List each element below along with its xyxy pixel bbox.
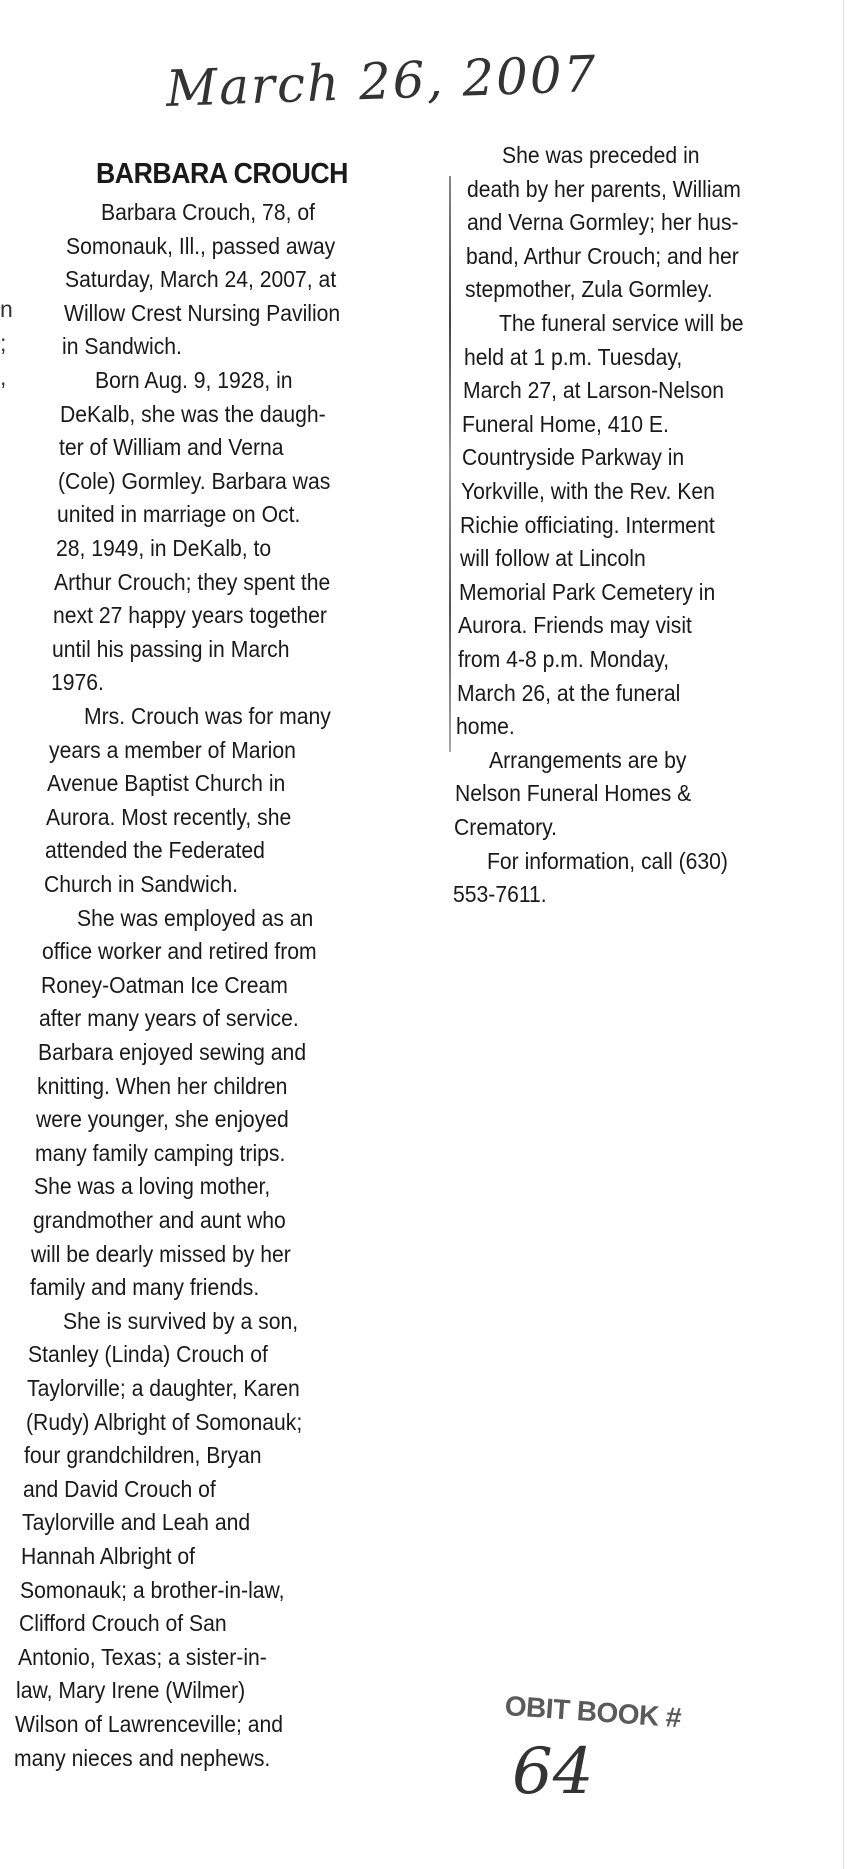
text-line: March 27, at Larson-Nelson xyxy=(463,377,725,404)
text-line: She was a loving mother, xyxy=(33,1173,270,1200)
text-line: For information, call (630) xyxy=(487,847,729,874)
text-line: Church in Sandwich. xyxy=(44,871,238,897)
text-line: law, Mary Irene (Wilmer) xyxy=(16,1677,246,1704)
text-line: grandmother and aunt who xyxy=(32,1207,286,1233)
text-line: stepmother, Zula Gormley. xyxy=(465,276,713,303)
text-line: She was preceded in xyxy=(502,142,700,168)
text-line: will follow at Lincoln xyxy=(459,545,646,572)
edge-fragment: ; xyxy=(0,330,7,356)
text-line: held at 1 p.m. Tuesday, xyxy=(463,343,683,370)
text-line: ter of William and Verna xyxy=(58,434,284,461)
text-line: Wilson of Lawrenceville; and xyxy=(15,1711,284,1737)
obit-book-number: 64 xyxy=(512,1735,594,1809)
text-line: Countryside Parkway in xyxy=(461,444,684,471)
text-line: in Sandwich. xyxy=(62,333,183,360)
text-line: (Cole) Gormley. Barbara was xyxy=(57,467,331,494)
text-line: Born Aug. 9, 1928, in xyxy=(95,367,293,393)
text-line: from 4-8 p.m. Monday, xyxy=(457,646,669,672)
text-line: home. xyxy=(456,713,515,740)
edge-fragment: , xyxy=(0,364,7,390)
text-line: until his passing in March xyxy=(52,635,290,662)
text-line: office worker and retired from xyxy=(41,938,317,965)
edge-fragment: n xyxy=(0,296,13,322)
scan-edge xyxy=(843,0,844,1869)
text-line: four grandchildren, Bryan xyxy=(24,1442,262,1469)
text-line: Aurora. Most recently, she xyxy=(46,803,292,830)
text-line: Stanley (Linda) Crouch of xyxy=(27,1341,268,1368)
text-line: united in marriage on Oct. xyxy=(56,501,300,528)
text-line: Clifford Crouch of San xyxy=(18,1610,227,1637)
text-line: Mrs. Crouch was for many xyxy=(83,703,331,729)
text-line: will be dearly missed by her xyxy=(31,1240,292,1267)
text-line: and David Crouch of xyxy=(23,1475,217,1502)
text-line: Richie officiating. Interment xyxy=(460,511,716,538)
text-line: She was employed as an xyxy=(76,904,314,931)
text-line: March 26, at the funeral xyxy=(456,679,681,706)
obituary-title: BARBARA CROUCH xyxy=(96,158,348,190)
text-line: 553-7611. xyxy=(452,881,547,908)
text-line: Taylorville and Leah and xyxy=(22,1509,251,1536)
text-line: 28, 1949, in DeKalb, to xyxy=(55,535,271,561)
text-line: years a member of Marion xyxy=(48,736,296,763)
text-line: Somonauk; a brother-in-law, xyxy=(19,1576,285,1603)
text-line: Saturday, March 24, 2007, at xyxy=(64,266,336,293)
handwritten-date: March 26, 2007 xyxy=(165,44,599,118)
text-line: Avenue Baptist Church in xyxy=(47,770,286,797)
text-line: Memorial Park Cemetery in xyxy=(458,578,716,605)
text-line: The funeral service will be xyxy=(498,310,744,336)
text-line: Willow Crest Nursing Pavilion xyxy=(63,299,340,326)
column-divider xyxy=(449,176,451,752)
text-line: DeKalb, she was the daugh- xyxy=(60,400,326,427)
text-line: family and many friends. xyxy=(30,1274,260,1301)
text-line: Barbara enjoyed sewing and xyxy=(38,1039,307,1065)
text-line: death by her parents, William xyxy=(467,175,742,202)
text-line: next 27 happy years together xyxy=(53,602,328,629)
text-line: were younger, she enjoyed xyxy=(35,1106,289,1133)
text-line: She is survived by a son, xyxy=(63,1307,299,1334)
text-line: Crematory. xyxy=(454,814,558,840)
text-line: Nelson Funeral Homes & xyxy=(454,780,691,807)
text-line: after many years of service. xyxy=(39,1005,300,1032)
text-line: attended the Federated xyxy=(45,837,266,864)
text-line: knitting. When her children xyxy=(37,1072,288,1099)
text-line: Taylorville; a daughter, Karen xyxy=(26,1375,300,1401)
text-line: and Verna Gormley; her hus- xyxy=(466,209,739,236)
text-line: band, Arthur Crouch; and her xyxy=(465,242,739,269)
text-line: Yorkville, with the Rev. Ken xyxy=(461,478,715,504)
text-line: 1976. xyxy=(50,669,104,696)
text-line: Somonauk, Ill., passed away xyxy=(65,232,336,259)
text-line: Arthur Crouch; they spent the xyxy=(54,568,331,595)
text-line: Arrangements are by xyxy=(489,746,687,773)
text-line: (Rudy) Albright of Somonauk; xyxy=(25,1408,302,1435)
text-line: Barbara Crouch, 78, of xyxy=(101,199,315,225)
text-line: Hannah Albright of xyxy=(21,1543,196,1569)
text-line: Aurora. Friends may visit xyxy=(458,612,693,639)
text-line: many family camping trips. xyxy=(34,1139,286,1166)
text-line: Antonio, Texas; a sister-in- xyxy=(17,1643,267,1670)
text-line: Roney-Oatman Ice Cream xyxy=(40,971,288,998)
obit-book-stamp: OBIT BOOK # xyxy=(503,1690,683,1734)
text-line: Funeral Home, 410 E. xyxy=(462,410,670,437)
text-line: many nieces and nephews. xyxy=(14,1744,271,1771)
